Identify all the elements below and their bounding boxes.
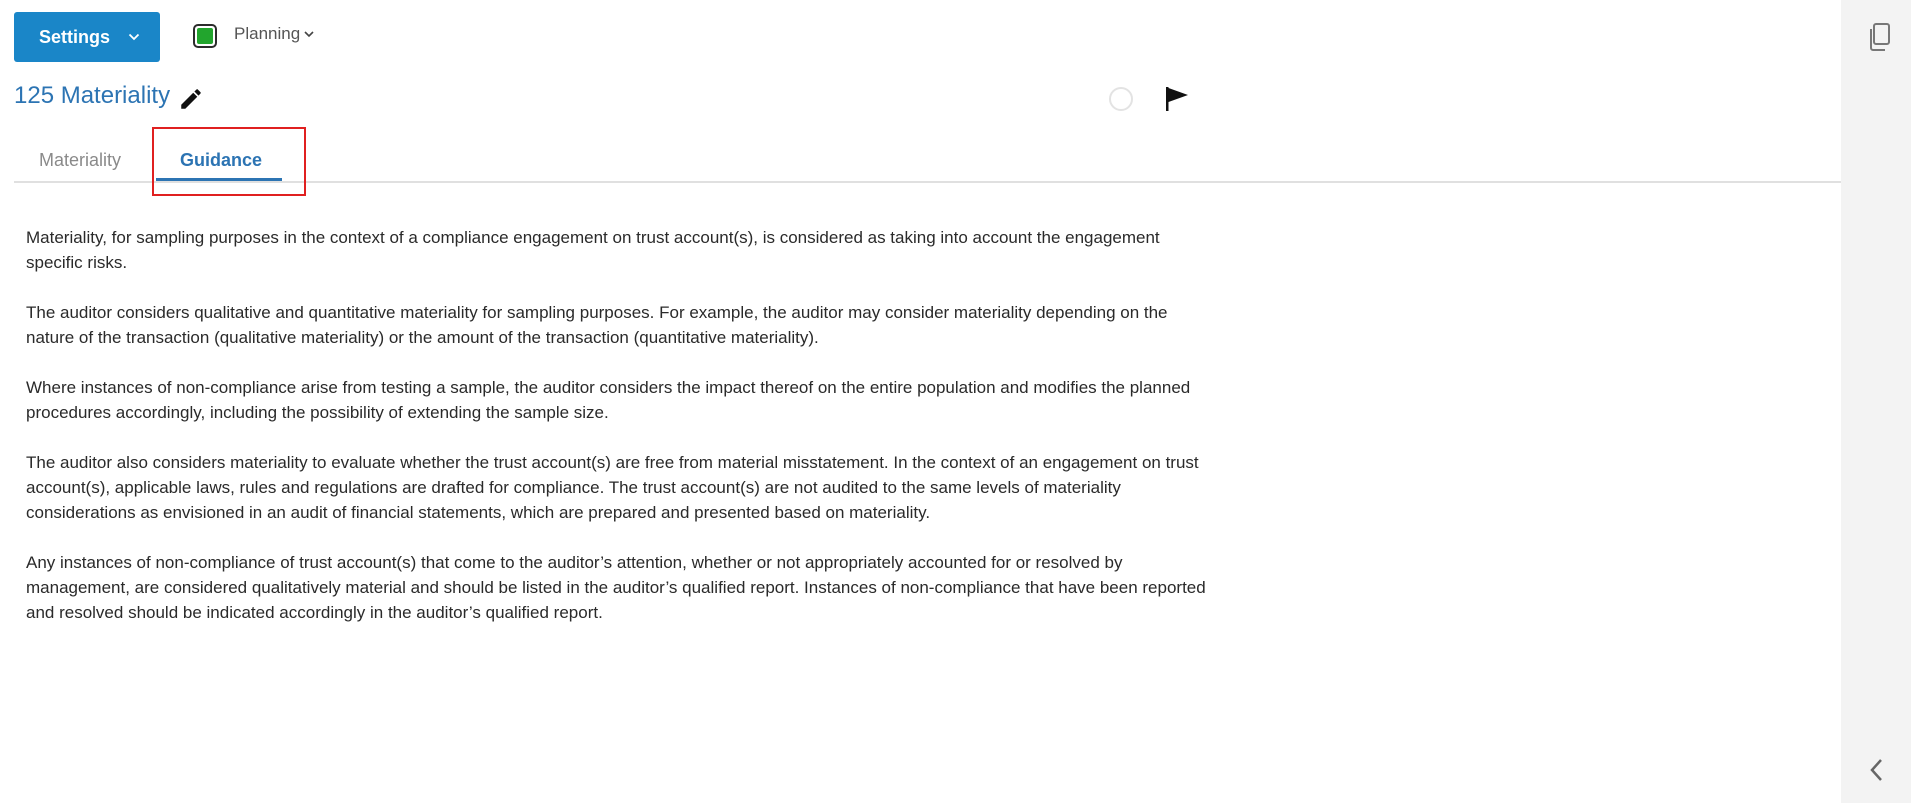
flag-icon[interactable] xyxy=(1163,85,1191,113)
right-rail xyxy=(1841,0,1911,803)
guidance-paragraph: The auditor also considers materiality to evaluate whether the trust account(s) are free from material misstatement. In the context of an engagement on trust account(s), applicable laws, rules and regulations are drafted for compliance. The trust account(s) are not audited to the same levels of materiality considerations as envisioned in an audit of financial statements, which are prepared and presented based on materiality. xyxy=(26,453,1199,522)
circle-icon[interactable] xyxy=(1109,87,1133,111)
settings-button[interactable] xyxy=(14,12,160,62)
copy-icon[interactable] xyxy=(1866,22,1892,52)
pencil-icon[interactable] xyxy=(178,86,204,112)
guidance-paragraph: Any instances of non-compliance of trust account(s) that come to the auditor’s attention, whether or not appropriately accounted for or resolved by management, are considered qualitatively material and should be listed in the auditor’s qualified report. Instances of non-compliance that have been reported and resolved should be indicated accordingly in the auditor’s qualified report. xyxy=(26,553,1206,622)
guidance-content xyxy=(26,225,1206,650)
tab-materiality[interactable]: Materiality xyxy=(39,150,122,170)
status-fill xyxy=(197,28,213,44)
guidance-paragraph: Materiality, for sampling purposes in the context of a compliance engagement on trust account(s), is considered as taking into account the engagement specific risks. xyxy=(26,228,1160,272)
guidance-paragraph: Where instances of non-compliance arise from testing a sample, the auditor considers the impact thereof on the entire population and modifies the planned procedures accordingly, including the possibility of extending the sample size. xyxy=(26,378,1191,422)
chevron-left-icon[interactable] xyxy=(1866,756,1888,784)
tab-guidance[interactable]: Guidance xyxy=(180,150,263,170)
chevron-down-icon xyxy=(128,33,140,41)
settings-button-label: Settings xyxy=(39,26,111,47)
chevron-down-icon xyxy=(304,31,314,38)
phase-label: Planning xyxy=(234,24,301,43)
highlight-box xyxy=(152,127,306,196)
status-indicator[interactable] xyxy=(193,24,217,48)
page-title: 125 Materiality xyxy=(14,82,171,109)
guidance-paragraph: The auditor considers qualitative and quantitative materiality for sampling purposes. For example, the auditor may consider materiality depending on the nature of the transaction (qualitative materiality) or the amount of the transaction (quantitative materiality). xyxy=(26,303,1168,347)
phase-dropdown[interactable] xyxy=(234,24,314,44)
